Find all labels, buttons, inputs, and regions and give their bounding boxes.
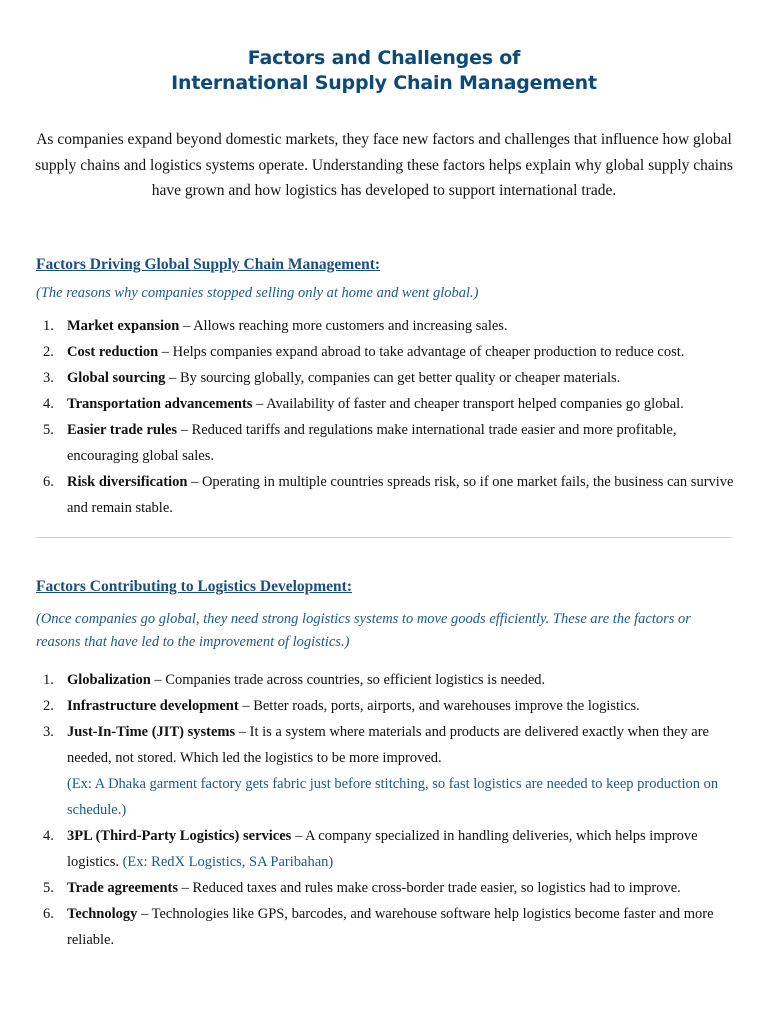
list-item <box>36 693 736 719</box>
item-number: 6. <box>43 906 54 922</box>
item-separator: – <box>178 880 193 896</box>
item-text: Availability of faster and cheaper transport helped companies go global. <box>266 396 684 412</box>
section2-list <box>36 667 736 953</box>
item-term: Cost reduction <box>67 344 159 360</box>
section2-subtitle: (Once companies go global, they need strong logistics systems to move goods efficiently. These are the factors or reasons that have led to the improvement of logistics.) <box>36 611 691 650</box>
item-number: 6. <box>43 474 54 490</box>
list-item <box>36 667 736 693</box>
item-term: Globalization <box>67 672 151 688</box>
list-item <box>36 901 736 953</box>
section-divider <box>36 537 732 538</box>
list-item <box>36 719 736 823</box>
item-separator: – <box>291 828 306 844</box>
item-text: Helps companies expand abroad to take advantage of cheaper production to reduce cost. <box>172 344 685 360</box>
list-item <box>36 339 736 365</box>
item-number: 3. <box>43 724 54 740</box>
item-number: 5. <box>43 880 54 896</box>
item-separator: – <box>187 474 202 490</box>
item-text: By sourcing globally, companies can get better quality or cheaper materials. <box>179 370 621 386</box>
item-separator: – <box>137 906 152 922</box>
item-separator: – <box>158 344 173 360</box>
section2-heading: Factors Contributing to Logistics Development: <box>36 578 352 595</box>
item-text: Technologies like GPS, barcodes, and warehouse software help logistics become faster and more reliable. <box>67 906 714 948</box>
item-term: Just-In-Time (JIT) systems <box>67 724 236 740</box>
list-item <box>36 313 736 339</box>
title-line-1: Factors and Challenges of <box>247 47 521 69</box>
item-term: Trade agreements <box>67 880 179 896</box>
item-term: Easier trade rules <box>67 422 178 438</box>
item-example: (Ex: A Dhaka garment factory gets fabric just before stitching, so fast logistics are needed to keep production on schedule.) <box>67 776 719 818</box>
item-text: A company specialized in handling deliveries, which helps improve logistics. <box>67 828 698 870</box>
item-example: (Ex: RedX Logistics, SA Paribahan) <box>122 854 334 870</box>
item-text: It is a system where materials and products are delivered exactly when they are needed, not stored. Which led the logistics to be more improved. <box>67 724 709 766</box>
item-text: Reduced tariffs and regulations make international trade easier and more profitable, encouraging global sales. <box>67 422 677 464</box>
list-item <box>36 365 736 391</box>
item-number: 2. <box>43 698 54 714</box>
section1-subtitle: (The reasons why companies stopped selling only at home and went global.) <box>36 285 479 301</box>
list-item <box>36 469 736 521</box>
item-text: Better roads, ports, airports, and warehouses improve the logistics. <box>253 698 640 714</box>
item-separator: – <box>252 396 267 412</box>
item-term: Global sourcing <box>67 370 166 386</box>
item-separator: – <box>150 672 166 688</box>
list-item <box>36 417 736 469</box>
intro-paragraph: As companies expand beyond domestic markets, they face new factors and challenges that influence how global supply chains and logistics systems operate. Understanding these factors helps explain why global supply chains have grown and how logistics has developed to support international trade. <box>35 131 733 199</box>
item-separator: – <box>238 698 254 714</box>
section1-list <box>36 313 736 521</box>
list-item <box>36 875 736 901</box>
item-number: 1. <box>43 672 54 688</box>
item-number: 5. <box>43 422 54 438</box>
item-text: Operating in multiple countries spreads risk, so if one market fails, the business can survive and remain stable. <box>67 474 734 516</box>
list-item <box>36 823 736 875</box>
item-text: Allows reaching more customers and increasing sales. <box>193 318 508 334</box>
item-number: 4. <box>43 396 54 412</box>
item-term: Technology <box>67 906 138 922</box>
item-term: Infrastructure development <box>67 698 239 714</box>
item-text: Reduced taxes and rules make cross-border trade easier, so logistics had to improve. <box>192 880 681 896</box>
list-item <box>36 391 736 417</box>
page-title <box>0 46 768 96</box>
item-number: 4. <box>43 828 54 844</box>
item-separator: – <box>179 318 194 334</box>
item-separator: – <box>165 370 180 386</box>
item-number: 3. <box>43 370 54 386</box>
item-separator: – <box>177 422 192 438</box>
item-number: 1. <box>43 318 54 334</box>
item-number: 2. <box>43 344 54 360</box>
title-line-2: International Supply Chain Management <box>171 72 597 94</box>
item-separator: – <box>235 724 250 740</box>
item-term: 3PL (Third-Party Logistics) services <box>67 828 292 844</box>
section1-heading: Factors Driving Global Supply Chain Management: <box>36 256 381 273</box>
item-term: Transportation advancements <box>67 396 253 412</box>
item-term: Market expansion <box>67 318 180 334</box>
item-term: Risk diversification <box>67 474 188 490</box>
item-text: Companies trade across countries, so efficient logistics is needed. <box>165 672 546 688</box>
